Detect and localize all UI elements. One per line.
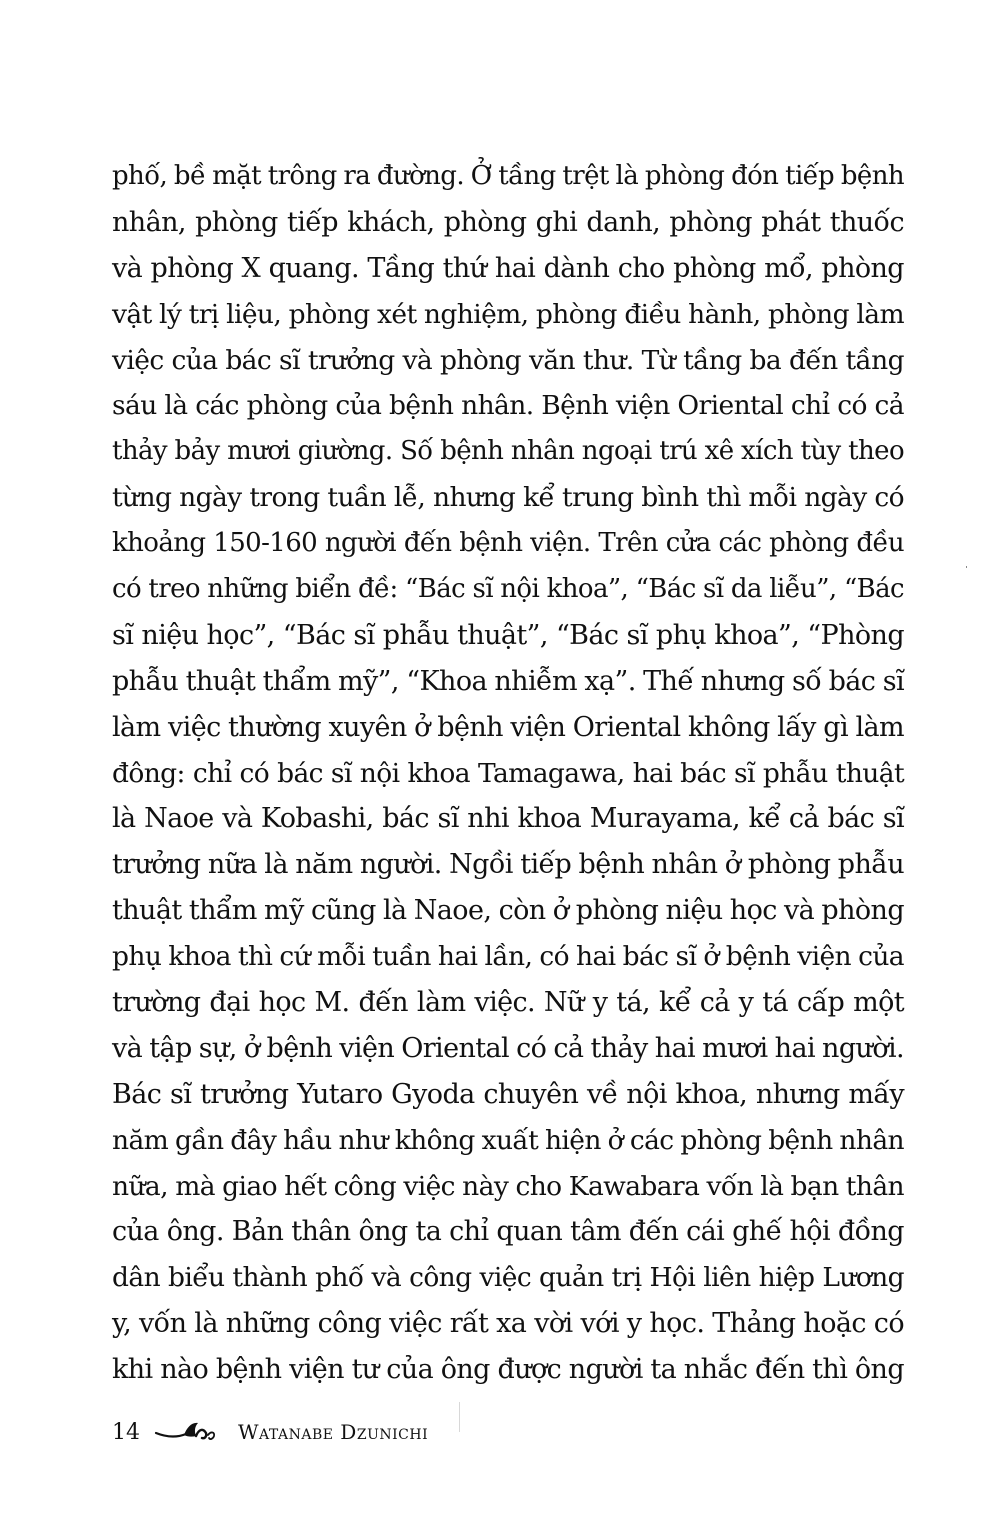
text-line: trưởng nữa là năm người. Ngồi tiếp bệnh nhân ở phòng phẫu [112, 849, 904, 881]
text-line: sáu là các phòng của bệnh nhân. Bệnh viện Oriental chỉ có cả [112, 390, 904, 422]
text-line: khoảng 150-160 người đến bệnh viện. Trên cửa các phòng đều [112, 528, 904, 559]
page-number: 14 [112, 1419, 140, 1445]
scan-speck [966, 566, 967, 568]
text-line: dân biểu thành phố và công việc quản trị Hội liên hiệp Lương [112, 1262, 904, 1294]
scan-crease [459, 1402, 460, 1432]
text-line: là Naoe và Kobashi, bác sĩ nhi khoa Murayama, kể cả bác sĩ [112, 803, 904, 835]
text-line: vật lý trị liệu, phòng xét nghiệm, phòng điều hành, phòng làm [112, 298, 904, 330]
text-line: việc của bác sĩ trưởng và phòng văn thư. Từ tầng ba đến tầng [112, 344, 904, 376]
page-footer [112, 1414, 428, 1450]
text-line: phố, bề mặt trông ra đường. Ở tầng trệt là phòng đón tiếp bệnh [112, 161, 904, 191]
text-line: phụ khoa thì cứ mỗi tuần hai lần, có hai bác sĩ ở bệnh viện của [112, 941, 904, 973]
text-line: sĩ niệu học”, “Bác sĩ phẫu thuật”, “Bác sĩ phụ khoa”, “Phòng [112, 619, 904, 651]
text-line: phẫu thuật thẩm mỹ”, “Khoa nhiễm xạ”. Thế nhưng số bác sĩ [112, 665, 904, 697]
text-line: làm việc thường xuyên ở bệnh viện Oriental không lấy gì làm [112, 711, 904, 743]
text-line: khi nào bệnh viện tư của ông được người ta nhắc đến thì ông [112, 1354, 904, 1386]
text-line: và phòng X quang. Tầng thứ hai dành cho phòng mổ, phòng [112, 252, 904, 284]
text-line: nữa, mà giao hết công việc này cho Kawabara vốn là bạn thân [112, 1170, 904, 1202]
text-line: trường đại học M. đến làm việc. Nữ y tá, kể cả y tá cấp một [112, 987, 904, 1019]
text-line: có treo những biển đề: “Bác sĩ nội khoa”, “Bác sĩ da liễu”, “Bác [112, 574, 904, 605]
text-line: nhân, phòng tiếp khách, phòng ghi danh, phòng phát thuốc [112, 206, 904, 238]
text-line: của ông. Bản thân ông ta chỉ quan tâm đến cái ghế hội đồng [112, 1216, 904, 1248]
text-line: từng ngày trong tuần lễ, nhưng kể trung bình thì mỗi ngày có [112, 482, 904, 514]
text-line: thảy bảy mươi giường. Số bệnh nhân ngoại trú xê xích tùy theo [112, 436, 904, 467]
text-line: đông: chỉ có bác sĩ nội khoa Tamagawa, hai bác sĩ phẫu thuật [112, 757, 904, 789]
swash-ornament-icon [154, 1419, 224, 1445]
author-name: Watanabe Dzunichi [238, 1420, 429, 1444]
text-line: và tập sự, ở bệnh viện Oriental có cả thảy hai mươi hai người. [112, 1032, 904, 1064]
text-line: Bác sĩ trưởng Yutaro Gyoda chuyên về nội khoa, nhưng mấy [112, 1078, 904, 1110]
text-line: năm gần đây hầu như không xuất hiện ở các phòng bệnh nhân [112, 1124, 904, 1156]
body-text [112, 154, 904, 1393]
text-line: y, vốn là những công việc rất xa vời với y học. Thảng hoặc có [112, 1308, 904, 1340]
text-line: thuật thẩm mỹ cũng là Naoe, còn ở phòng niệu học và phòng [112, 895, 904, 927]
